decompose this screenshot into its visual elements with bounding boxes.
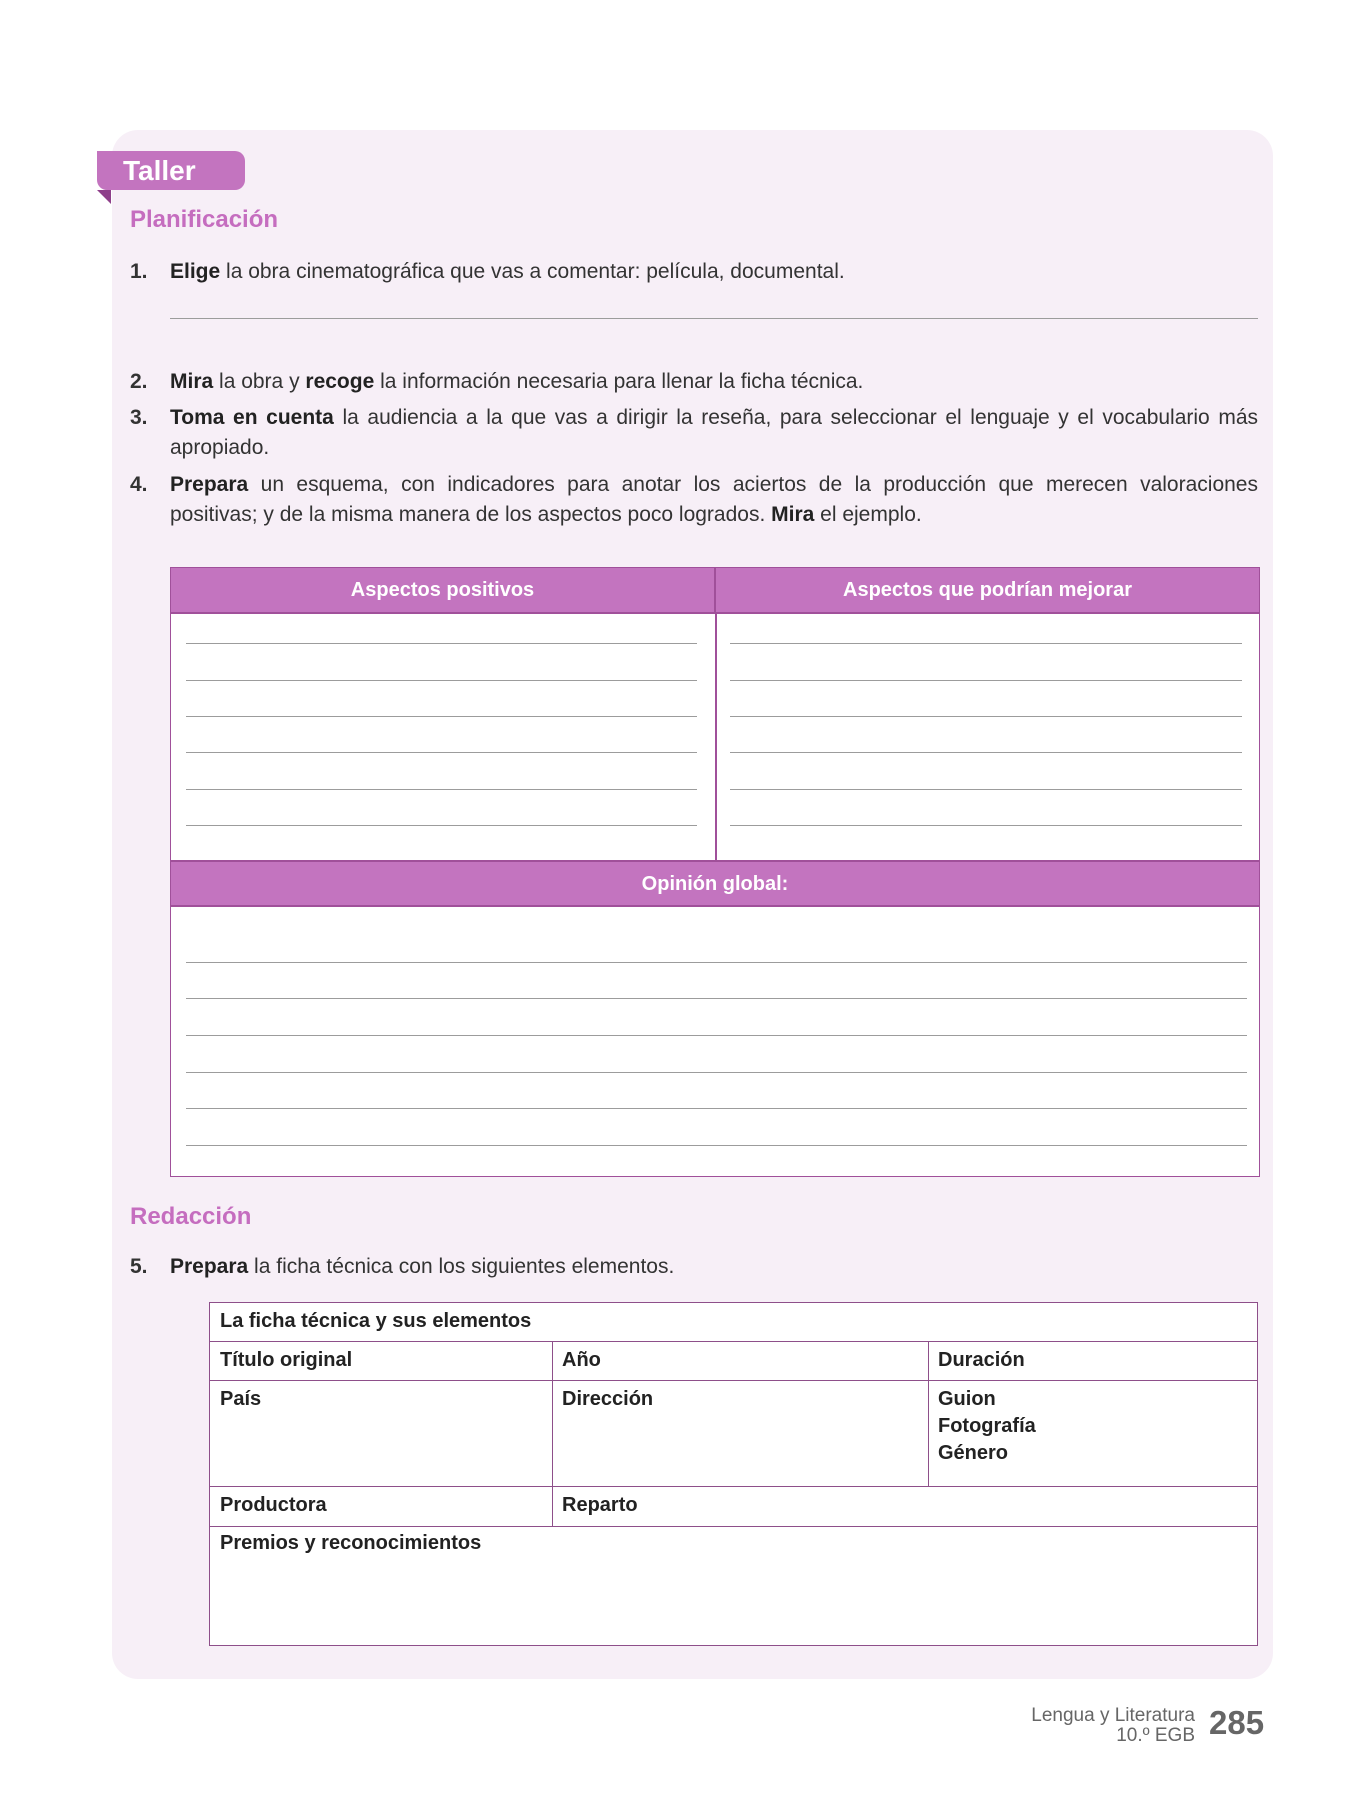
answer-line[interactable] <box>186 680 697 681</box>
text-run: un esquema, con indicadores para anotar los aciertos de la producción que merecen valoraciones positivas; y de la misma manera de los aspectos poco logrados. <box>170 473 1258 526</box>
cell-premios: Premios y reconocimientos <box>220 1532 482 1554</box>
item-number: 3. <box>130 406 148 429</box>
subject-label: Lengua y Literatura <box>1031 1705 1195 1726</box>
answer-line[interactable] <box>730 789 1242 790</box>
cell-genero: Género <box>938 1442 1009 1464</box>
item-number: 2. <box>130 370 148 393</box>
answer-line[interactable] <box>186 962 1247 963</box>
bold-verb: Prepara <box>170 1255 249 1278</box>
bold-verb: Mira <box>771 503 815 526</box>
cell-anio: Año <box>562 1349 601 1371</box>
bold-verb: Toma en cuenta <box>170 406 334 429</box>
cell-direccion: Dirección <box>562 1388 654 1410</box>
answer-line[interactable] <box>186 998 1247 999</box>
answer-line[interactable] <box>186 716 697 717</box>
footer-subject <box>1031 1706 1195 1746</box>
answer-line[interactable] <box>186 1072 1247 1073</box>
cell-guion: Guion <box>938 1388 996 1410</box>
text-run: la obra y <box>213 370 306 393</box>
item-number: 1. <box>130 260 148 283</box>
item-text <box>170 367 1258 397</box>
answer-line[interactable] <box>186 789 697 790</box>
answer-line[interactable] <box>730 680 1242 681</box>
column-divider <box>715 614 717 861</box>
item-text <box>170 470 1258 530</box>
cell-reparto: Reparto <box>562 1494 638 1516</box>
taller-tag: Taller <box>97 151 245 190</box>
item-number: 5. <box>130 1255 148 1278</box>
item-text <box>170 403 1258 463</box>
ficha-tecnica-table <box>209 1302 1258 1646</box>
item-4 <box>130 470 1258 530</box>
bold-verb: recoge <box>305 370 375 393</box>
answer-line[interactable] <box>186 825 697 826</box>
scheme-table <box>170 567 1260 1177</box>
answer-line[interactable] <box>730 716 1242 717</box>
answer-line[interactable] <box>730 825 1242 826</box>
answer-line[interactable] <box>730 752 1242 753</box>
page-number: 285 <box>1209 1704 1265 1741</box>
bold-verb: Elige <box>170 260 221 283</box>
header-positive: Aspectos positivos <box>171 568 716 614</box>
cell-fotografia: Fotografía <box>938 1415 1036 1437</box>
answer-line[interactable] <box>730 643 1242 644</box>
item-5 <box>130 1252 1258 1282</box>
cell-titulo: Título original <box>220 1349 353 1371</box>
section-writing: Redacción <box>130 1203 252 1230</box>
answer-line[interactable] <box>186 752 697 753</box>
text-run: la obra cinematográfica que vas a comentar: película, documental. <box>220 260 845 283</box>
cell-productora: Productora <box>220 1494 327 1516</box>
item-1 <box>130 257 1258 287</box>
header-improve: Aspectos que podrían mejorar <box>716 568 1259 614</box>
text-run: la información necesaria para llenar la ficha técnica. <box>374 370 864 393</box>
ficha-title: La ficha técnica y sus elementos <box>220 1310 532 1332</box>
item-number: 4. <box>130 473 148 496</box>
item-text <box>170 257 1258 287</box>
section-planning: Planificación <box>130 206 279 233</box>
bold-verb: Prepara <box>170 473 249 496</box>
item-text <box>170 1252 1258 1282</box>
header-opinion: Opinión global: <box>171 860 1259 907</box>
item-3 <box>130 403 1258 463</box>
text-run: el ejemplo. <box>814 503 922 526</box>
text-run: la ficha técnica con los siguientes elementos. <box>248 1255 675 1278</box>
cell-duracion: Duración <box>938 1349 1025 1371</box>
tag-fold <box>97 190 111 204</box>
answer-line[interactable] <box>186 643 697 644</box>
bold-verb: Mira <box>170 370 214 393</box>
text-run: la audiencia a la que vas a dirigir la reseña, para seleccionar el lenguaje y el vocabulario más apropiado. <box>170 406 1259 459</box>
answer-line[interactable] <box>170 318 1258 319</box>
cell-pais: País <box>220 1388 262 1410</box>
answer-line[interactable] <box>186 1108 1247 1109</box>
answer-line[interactable] <box>186 1145 1247 1146</box>
answer-line[interactable] <box>186 1035 1247 1036</box>
grade-label: 10.º EGB <box>1116 1725 1195 1746</box>
item-2 <box>130 367 1258 397</box>
